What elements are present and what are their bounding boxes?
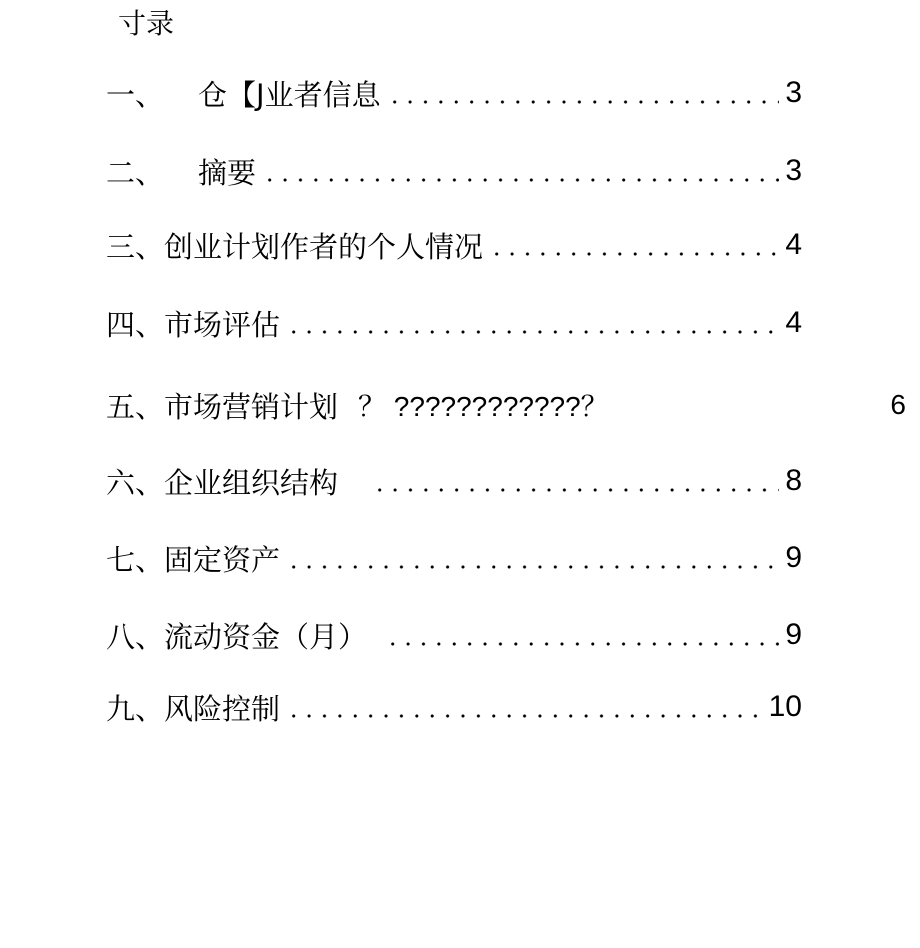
entry-label: 市场评估	[164, 307, 281, 342]
dot-leader	[262, 177, 779, 183]
entry-label: 流动资金（月）	[164, 619, 368, 654]
entry-number: 二、	[106, 155, 165, 190]
dot-leader	[286, 329, 779, 335]
entry-label: 仓【J业者信息	[198, 77, 381, 112]
toc-title: 寸录	[118, 7, 175, 40]
toc-entry-4[interactable]	[106, 302, 802, 344]
dot-leader	[385, 641, 779, 647]
entry-number: 九、	[106, 691, 165, 726]
dot-leader	[286, 713, 763, 719]
entry-label: 风险控制	[164, 691, 281, 726]
toc-entry-6[interactable]	[106, 460, 802, 502]
entry-number: 八、	[106, 619, 165, 654]
toc-entry-3[interactable]	[106, 224, 802, 266]
entry-page-number: 10	[768, 690, 802, 723]
entry-page-number: 3	[785, 154, 802, 187]
entry-page-number: 4	[785, 228, 802, 261]
entry-page-number: 9	[785, 618, 802, 651]
toc-entry-2[interactable]	[106, 150, 802, 192]
dot-leader	[387, 99, 780, 105]
entry-page-number: 4	[785, 306, 802, 339]
toc-entry-9[interactable]	[106, 686, 802, 728]
entry-number: 五、	[106, 389, 165, 424]
entry-number: 四、	[106, 307, 165, 342]
dot-leader	[489, 251, 779, 257]
dot-leader	[372, 487, 779, 493]
toc-entry-7[interactable]	[106, 537, 802, 579]
entry-number: 六、	[106, 465, 165, 500]
entry-label: 固定资产	[164, 542, 281, 577]
toc-entry-1[interactable]	[106, 72, 802, 114]
entry-garbled-leader: ？ ????????????？	[358, 391, 609, 422]
entry-label: 摘要	[198, 155, 257, 190]
entry-label: 市场营销计划	[164, 389, 339, 424]
entry-page-number: 6	[890, 389, 906, 420]
dot-leader	[286, 564, 779, 570]
entry-page-number: 3	[785, 76, 802, 109]
entry-label: 创业计划作者的个人情况	[164, 229, 484, 264]
entry-number: 一、	[106, 77, 165, 112]
entry-label: 企业组织结构	[164, 465, 339, 500]
toc-entry-8[interactable]	[106, 614, 802, 656]
entry-page-number: 9	[785, 541, 802, 574]
entry-number: 三、	[106, 229, 165, 264]
entry-page-number: 8	[785, 464, 802, 497]
entry-number: 七、	[106, 542, 165, 577]
toc-entry-5[interactable]	[106, 384, 906, 426]
